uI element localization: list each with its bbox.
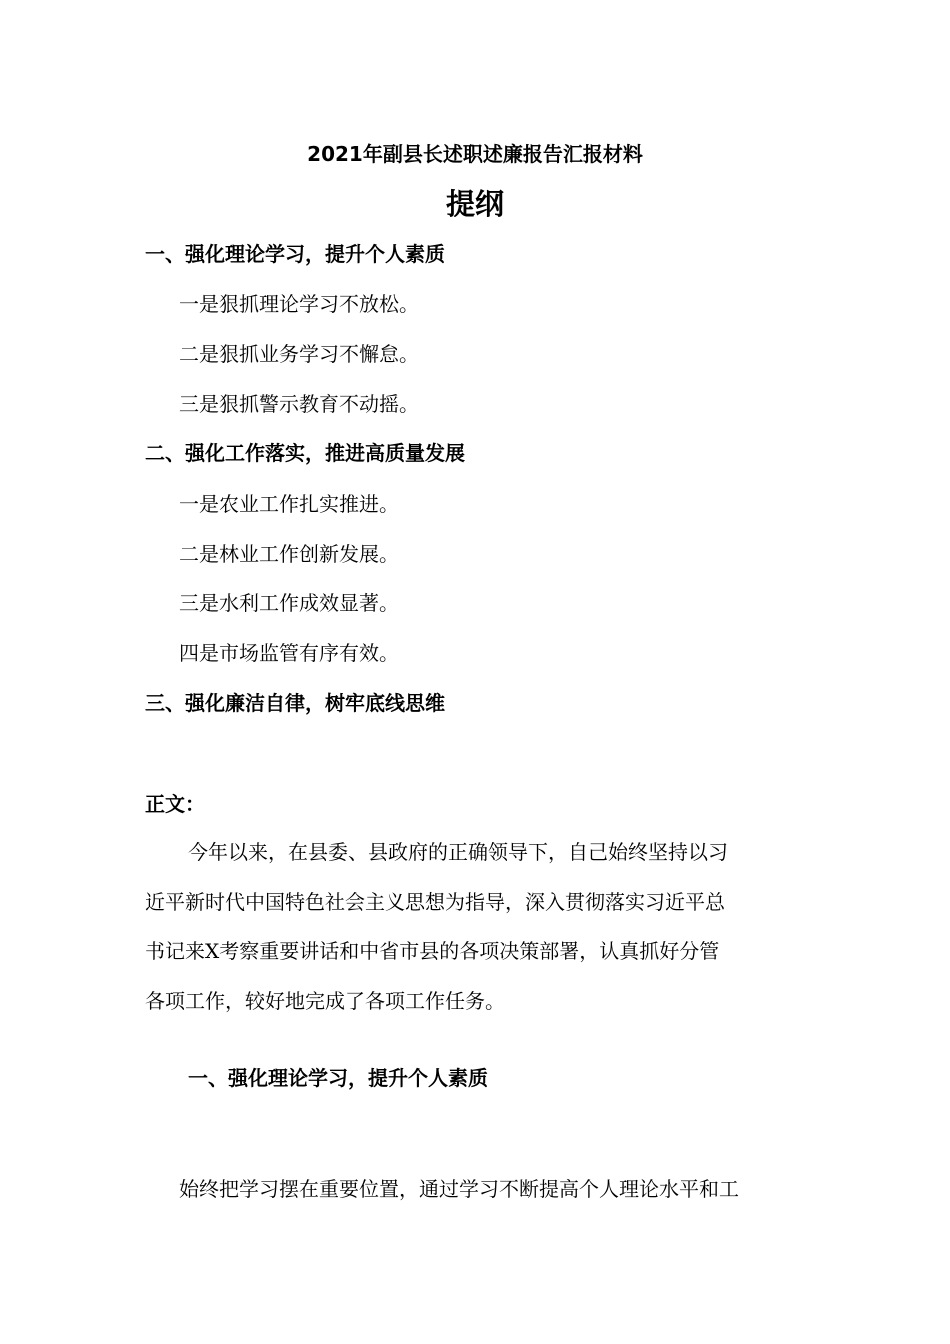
outline-item: 三是狠抓警示教育不动摇。 <box>179 392 419 416</box>
outline-item: 三是水利工作成效显著。 <box>179 591 399 615</box>
outline-item: 一是狠抓理论学习不放松。 <box>179 292 419 316</box>
body-heading-1: 一、强化理论学习，提升个人素质 <box>188 1066 488 1090</box>
body-paragraph-line: 始终把学习摆在重要位置，通过学习不断提高个人理论水平和工 <box>179 1177 739 1201</box>
outline-item: 一是农业工作扎实推进。 <box>179 492 399 516</box>
outline-item: 四是市场监管有序有效。 <box>179 641 399 665</box>
outline-heading-2: 二、强化工作落实，推进高质量发展 <box>145 441 465 465</box>
body-label: 正文： <box>145 792 205 816</box>
outline-item: 二是狠抓业务学习不懈怠。 <box>179 342 419 366</box>
document-title: 2021年副县长述职述廉报告汇报材料 <box>307 142 643 166</box>
outline-heading-3: 三、强化廉洁自律，树牢底线思维 <box>145 691 445 715</box>
outline-heading-1: 一、强化理论学习，提升个人素质 <box>145 242 445 266</box>
outline-item: 二是林业工作创新发展。 <box>179 542 399 566</box>
outline-label: 提纲 <box>445 187 504 221</box>
intro-line: 今年以来，在县委、县政府的正确领导下，自己始终坚持以习 <box>188 840 728 864</box>
intro-line: 书记来X考察重要讲话和中省市县的各项决策部署，认真抓好分管 <box>145 939 720 963</box>
intro-line: 各项工作，较好地完成了各项工作任务。 <box>145 989 505 1013</box>
intro-line: 近平新时代中国特色社会主义思想为指导，深入贯彻落实习近平总 <box>145 890 725 914</box>
